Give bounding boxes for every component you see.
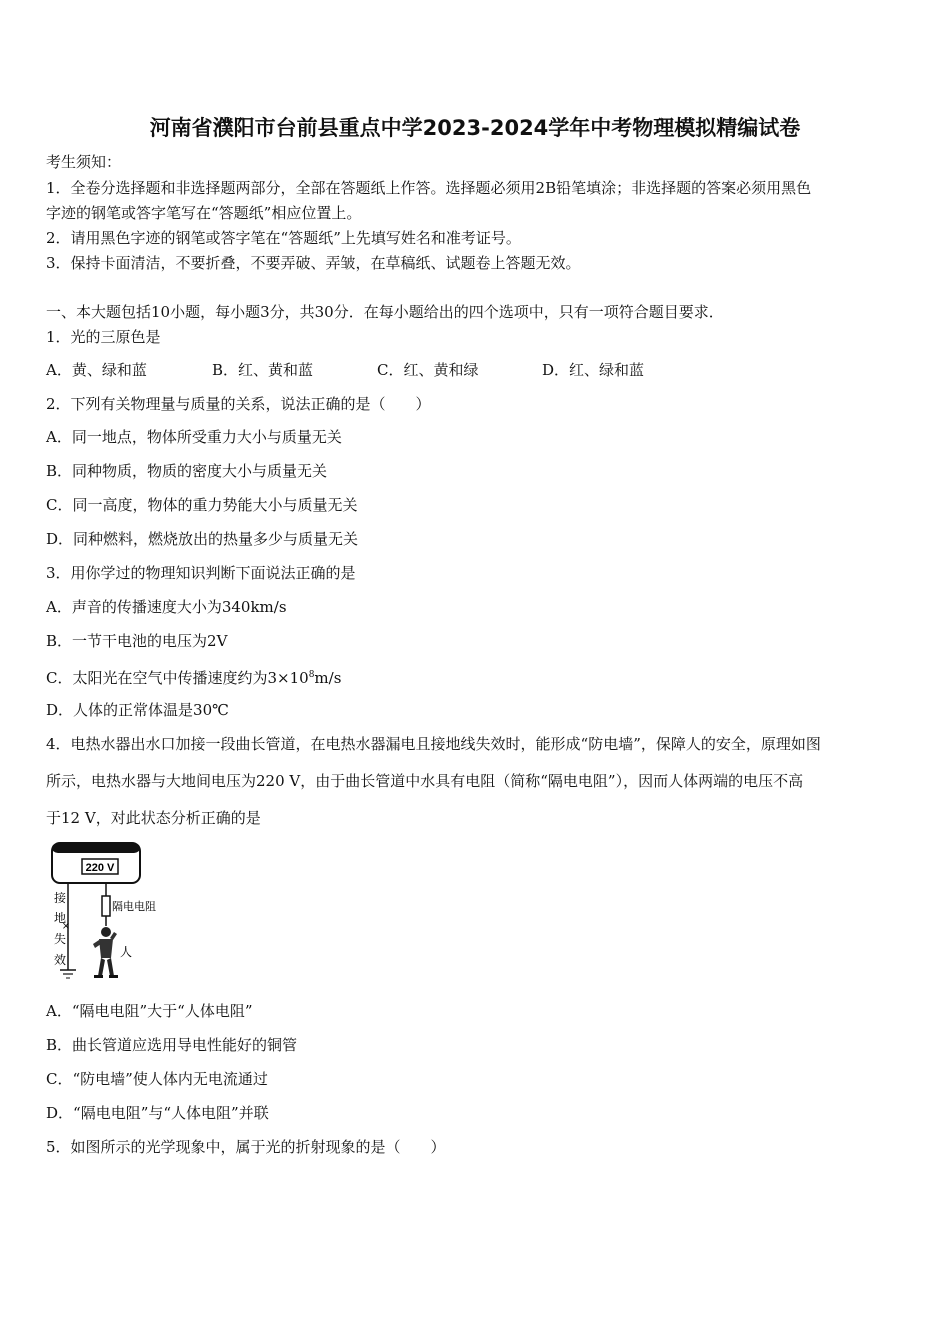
section-instruction: 一、本大题包括10小题，每小题3分，共30分．在每小题给出的四个选项中，只有一项符合题目要求． (46, 303, 724, 321)
notice-heading: 考生须知： (46, 153, 122, 171)
question-4-option-d: D．“隔电电阻”与“人体电阻”并联 (46, 1104, 269, 1122)
option-c: C．红、黄和绿 (377, 361, 479, 379)
question-3-option-c (46, 665, 341, 688)
question-2-option-b: B．同种物质，物质的密度大小与质量无关 (46, 462, 328, 480)
water-heater-top-band (52, 843, 140, 853)
question-4-stem-line: 于12 V，对此状态分析正确的是 (46, 809, 261, 827)
resistor-label: 隔电电阻 (112, 900, 156, 913)
option-d: D．红、绿和蓝 (542, 361, 645, 379)
question-3-option-b: B．一节干电池的电压为2V (46, 632, 228, 650)
notice-item: 3．保持卡面清洁，不要折叠，不要弄破、弄皱，在草稿纸、试题卷上答题无效。 (46, 254, 581, 272)
question-4-stem-line: 4．电热水器出水口加接一段曲长管道，在电热水器漏电且接地线失效时，能形成“防电墙”，保障人的安全，原理如图 (46, 735, 821, 753)
question-3-option-a: A．声音的传播速度大小为340km/s (46, 598, 287, 616)
option-a: A．黄、绿和蓝 (46, 361, 147, 379)
question-1-options (46, 359, 644, 380)
person-icon (93, 927, 118, 978)
question-1-stem: 1．光的三原色是 (46, 328, 161, 346)
circuit-figure (44, 840, 174, 980)
ground-label-char: 效 (54, 953, 67, 967)
question-2-stem: 2．下列有关物理量与质量的关系，说法正确的是（ ） (46, 395, 431, 413)
question-4-option-a: A．“隔电电阻”大于“人体电阻” (46, 1002, 253, 1020)
question-2-option-c: C．同一高度，物体的重力势能大小与质量无关 (46, 496, 358, 514)
voltage-label: 220 V (85, 862, 115, 874)
isolation-resistor (102, 896, 110, 916)
person-label: 人 (120, 945, 133, 959)
ground-label-char: 接 (54, 891, 67, 905)
option-c-exponent: 8 (308, 670, 315, 680)
question-2-option-d: D．同种燃料，燃烧放出的热量多少与质量无关 (46, 530, 359, 548)
notice-item: 字迹的钢笔或答字笔写在“答题纸”相应位置上。 (46, 204, 362, 222)
ground-label-char: 失 (54, 932, 67, 946)
question-3-option-d: D．人体的正常体温是30℃ (46, 701, 229, 719)
notice-item: 1．全卷分选择题和非选择题两部分，全部在答题纸上作答。选择题必须用2B铅笔填涂；非选择题的答案必须用黑色 (46, 179, 812, 197)
question-2-option-a: A．同一地点，物体所受重力大小与质量无关 (46, 428, 342, 446)
option-c-unit: m/s (314, 669, 342, 687)
question-4-option-b: B．曲长管道应选用导电性能好的铜管 (46, 1036, 298, 1054)
option-c-text: C．太阳光在空气中传播速度约为3×10 (46, 669, 309, 687)
question-5-stem: 5．如图所示的光学现象中，属于光的折射现象的是（ ） (46, 1138, 446, 1156)
ground-label-char: 地 (54, 911, 67, 925)
notice-item: 2．请用黑色字迹的钢笔或答字笔在“答题纸”上先填写姓名和准考证号。 (46, 229, 521, 247)
page-title: 河南省濮阳市台前县重点中学2023-2024学年中考物理模拟精编试卷 (149, 116, 801, 140)
question-4-stem-line: 所示，电热水器与大地间电压为220 V，由于曲长管道中水具有电阻（简称“隔电电阻”），因而人体两端的电压不高 (46, 772, 804, 790)
question-3-stem: 3．用你学过的物理知识判断下面说法正确的是 (46, 564, 356, 582)
option-b: B．红、黄和蓝 (212, 361, 314, 379)
question-4-option-c: C．“防电墙”使人体内无电流通过 (46, 1070, 268, 1088)
broken-mark: × (61, 921, 71, 932)
